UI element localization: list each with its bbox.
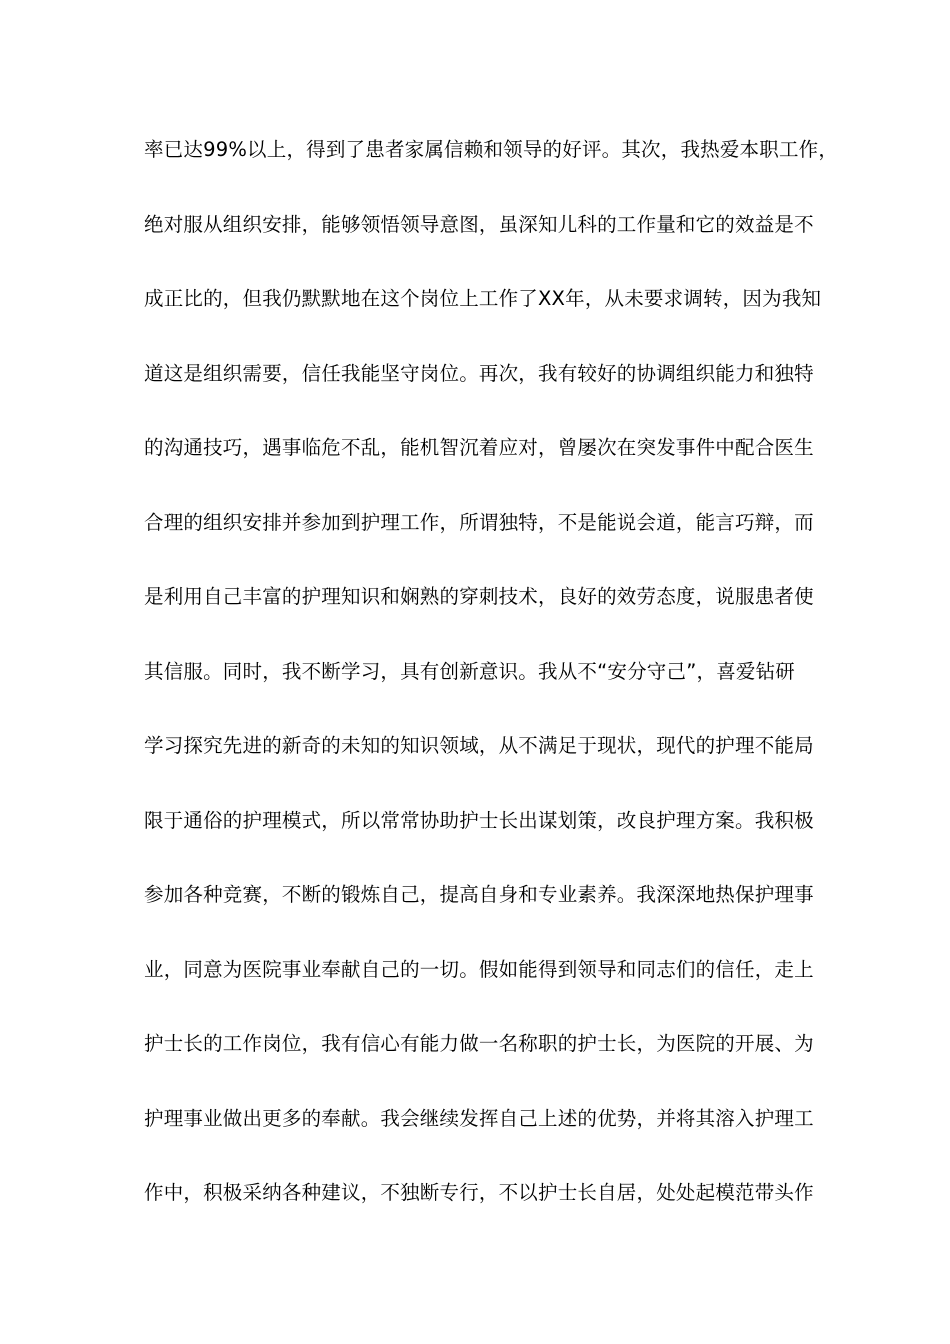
text-line: 学习探究先进的新奇的未知的知识领域，从不满足于现状，现代的护理不能局	[144, 734, 814, 757]
text-line: 成正比的，但我仍默默地在这个岗位上工作了XX年，从未要求调转，因为我知	[144, 287, 822, 310]
text-line: 率已达99%以上，得到了患者家属信赖和领导的好评。其次，我热爱本职工作，	[144, 138, 839, 161]
text-line: 作中，积极采纳各种建议，不独断专行，不以护士长自居，处处起模范带头作	[144, 1181, 814, 1204]
text-line: 其信服。同时，我不断学习，具有创新意识。我从不“安分守己”，喜爱钻研	[144, 659, 796, 683]
text-line: 合理的组织安排并参加到护理工作，所谓独特，不是能说会道，能言巧辩，而	[144, 510, 814, 534]
text-line: 绝对服从组织安排，能够领悟领导意图，虽深知儿科的工作量和它的效益是不	[144, 212, 814, 236]
text-line: 限于通俗的护理模式，所以常常协助护士长出谋划策，改良护理方案。我积极	[144, 808, 814, 832]
text-line: 护士长的工作岗位，我有信心有能力做一名称职的护士长，为医院的开展、为	[144, 1032, 814, 1055]
text-line: 的沟通技巧，遇事临危不乱，能机智沉着应对，曾屡次在突发事件中配合医生	[144, 436, 814, 459]
text-line: 业，同意为医院事业奉献自己的一切。假如能得到领导和同志们的信任，走上	[144, 957, 814, 981]
body-text	[144, 130, 839, 1248]
text-line: 护理事业做出更多的奉献。我会继续发挥自己上述的优势，并将其溶入护理工	[144, 1106, 814, 1130]
text-line: 参加各种竞赛，不断的锻炼自己，提高自身和专业素养。我深深地热保护理事	[144, 883, 814, 906]
text-line: 是利用自己丰富的护理知识和娴熟的穿刺技术，良好的效劳态度，说服患者使	[144, 585, 814, 608]
text-line: 道这是组织需要，信任我能坚守岗位。再次，我有较好的协调组织能力和独特	[144, 361, 814, 385]
